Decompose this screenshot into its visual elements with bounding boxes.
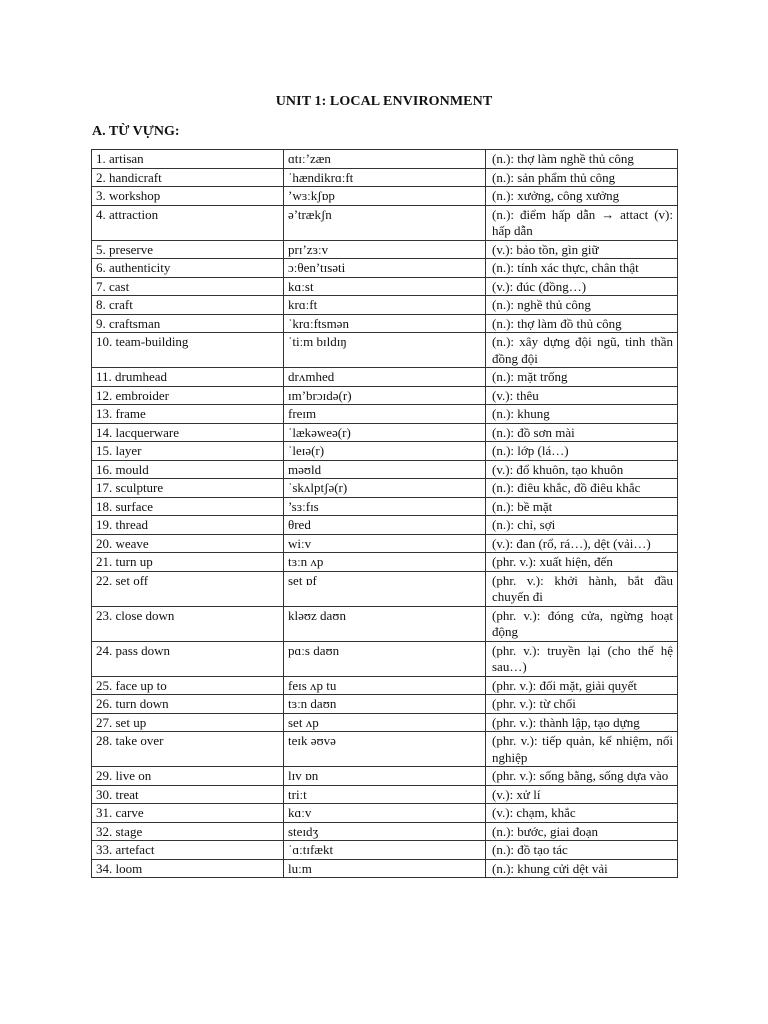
table-row bbox=[92, 205, 678, 240]
meaning-cell: (n.): khung cửi dệt vải bbox=[486, 859, 678, 878]
ipa-cell: ˈskʌlptʃə(r) bbox=[284, 479, 486, 498]
word-cell: 10. team-building bbox=[92, 333, 284, 368]
word-cell: 26. turn down bbox=[92, 695, 284, 714]
meaning-cell: (n.): bề mặt bbox=[486, 497, 678, 516]
ipa-cell: pɑːs daʊn bbox=[284, 641, 486, 676]
word-cell: 4. attraction bbox=[92, 205, 284, 240]
meaning-cell: (v.): thêu bbox=[486, 386, 678, 405]
ipa-cell: freɪm bbox=[284, 405, 486, 424]
ipa-cell: kɑːv bbox=[284, 804, 486, 823]
meaning-cell: (n.): chỉ, sợi bbox=[486, 516, 678, 535]
ipa-cell: luːm bbox=[284, 859, 486, 878]
table-row bbox=[92, 767, 678, 786]
word-cell: 1. artisan bbox=[92, 150, 284, 169]
word-cell: 30. treat bbox=[92, 785, 284, 804]
ipa-cell: məʊld bbox=[284, 460, 486, 479]
ipa-cell: ˈɑːtɪfækt bbox=[284, 841, 486, 860]
word-cell: 12. embroider bbox=[92, 386, 284, 405]
meaning-cell: (phr. v.): truyền lại (cho thế hệ sau…) bbox=[486, 641, 678, 676]
ipa-cell: triːt bbox=[284, 785, 486, 804]
ipa-cell: ˈhændikrɑːft bbox=[284, 168, 486, 187]
ipa-cell: ˈlækəweə(r) bbox=[284, 423, 486, 442]
word-cell: 16. mould bbox=[92, 460, 284, 479]
meaning-cell: (n.): mặt trống bbox=[486, 368, 678, 387]
table-row bbox=[92, 641, 678, 676]
meaning-cell: (v.): xử lí bbox=[486, 785, 678, 804]
ipa-cell: kɑːst bbox=[284, 277, 486, 296]
ipa-cell: ə’trækʃn bbox=[284, 205, 486, 240]
word-cell: 28. take over bbox=[92, 732, 284, 767]
table-row bbox=[92, 386, 678, 405]
word-cell: 24. pass down bbox=[92, 641, 284, 676]
meaning-cell: (n.): xưởng, công xưởng bbox=[486, 187, 678, 206]
table-row bbox=[92, 571, 678, 606]
table-row bbox=[92, 168, 678, 187]
meaning-cell: (n.): tính xác thực, chân thật bbox=[486, 259, 678, 278]
word-cell: 11. drumhead bbox=[92, 368, 284, 387]
table-row bbox=[92, 676, 678, 695]
vocabulary-table bbox=[91, 149, 678, 878]
word-cell: 33. artefact bbox=[92, 841, 284, 860]
ipa-cell: set ʌp bbox=[284, 713, 486, 732]
meaning-cell: (phr. v.): từ chối bbox=[486, 695, 678, 714]
meaning-cell: (phr. v.): tiếp quản, kế nhiệm, nối nghiệp bbox=[486, 732, 678, 767]
table-row bbox=[92, 822, 678, 841]
word-cell: 21. turn up bbox=[92, 553, 284, 572]
word-cell: 31. carve bbox=[92, 804, 284, 823]
table-row bbox=[92, 732, 678, 767]
meaning-cell: (n.): lớp (lá…) bbox=[486, 442, 678, 461]
word-cell: 22. set off bbox=[92, 571, 284, 606]
ipa-cell: ɪm’brɔɪdə(r) bbox=[284, 386, 486, 405]
word-cell: 27. set up bbox=[92, 713, 284, 732]
table-row bbox=[92, 516, 678, 535]
word-cell: 13. frame bbox=[92, 405, 284, 424]
table-row bbox=[92, 259, 678, 278]
table-row bbox=[92, 368, 678, 387]
word-cell: 23. close down bbox=[92, 606, 284, 641]
table-row bbox=[92, 314, 678, 333]
meaning-cell: (phr. v.): đối mặt, giải quyết bbox=[486, 676, 678, 695]
meaning-cell: (n.): khung bbox=[486, 405, 678, 424]
document-title: UNIT 1: LOCAL ENVIRONMENT bbox=[275, 94, 493, 109]
word-cell: 19. thread bbox=[92, 516, 284, 535]
word-cell: 6. authenticity bbox=[92, 259, 284, 278]
meaning-cell: (n.): thợ làm nghề thủ công bbox=[486, 150, 678, 169]
table-row bbox=[92, 187, 678, 206]
table-row bbox=[92, 841, 678, 860]
word-cell: 14. lacquerware bbox=[92, 423, 284, 442]
word-cell: 15. layer bbox=[92, 442, 284, 461]
ipa-cell: θred bbox=[284, 516, 486, 535]
table-row bbox=[92, 423, 678, 442]
table-row bbox=[92, 859, 678, 878]
meaning-cell: (n.): đồ tạo tác bbox=[486, 841, 678, 860]
table-row bbox=[92, 150, 678, 169]
table-row bbox=[92, 785, 678, 804]
table-row bbox=[92, 460, 678, 479]
meaning-cell: (phr. v.): xuất hiện, đến bbox=[486, 553, 678, 572]
ipa-cell: steɪdʒ bbox=[284, 822, 486, 841]
word-cell: 7. cast bbox=[92, 277, 284, 296]
ipa-cell: ɔːθen’tɪsəti bbox=[284, 259, 486, 278]
ipa-cell: ˈtiːm bɪldɪŋ bbox=[284, 333, 486, 368]
ipa-cell: tɜːn ʌp bbox=[284, 553, 486, 572]
ipa-cell: kləʊz daʊn bbox=[284, 606, 486, 641]
ipa-cell: set ɒf bbox=[284, 571, 486, 606]
ipa-cell: ɑtɪː’zæn bbox=[284, 150, 486, 169]
table-row bbox=[92, 804, 678, 823]
table-row bbox=[92, 296, 678, 315]
ipa-cell: ’wɜːkʃɒp bbox=[284, 187, 486, 206]
word-cell: 3. workshop bbox=[92, 187, 284, 206]
meaning-cell: (n.): điêu khắc, đồ điêu khắc bbox=[486, 479, 678, 498]
ipa-cell: lɪv ɒn bbox=[284, 767, 486, 786]
ipa-cell: ˈleɪə(r) bbox=[284, 442, 486, 461]
ipa-cell: wiːv bbox=[284, 534, 486, 553]
section-heading: A. TỪ VỰNG: bbox=[92, 124, 180, 139]
meaning-cell: (phr. v.): khởi hành, bắt đầu chuyến đi bbox=[486, 571, 678, 606]
table-row bbox=[92, 534, 678, 553]
table-row bbox=[92, 240, 678, 259]
meaning-cell: (n.): sản phẩm thủ công bbox=[486, 168, 678, 187]
ipa-cell: ’sɜːfɪs bbox=[284, 497, 486, 516]
meaning-cell: (v.): đan (rổ, rá…), dệt (vải…) bbox=[486, 534, 678, 553]
meaning-cell: (n.): thợ làm đồ thủ công bbox=[486, 314, 678, 333]
table-row bbox=[92, 497, 678, 516]
meaning-cell: (v.): đúc (đồng…) bbox=[486, 277, 678, 296]
table-row bbox=[92, 713, 678, 732]
meaning-cell: (n.): bước, giai đoạn bbox=[486, 822, 678, 841]
word-cell: 9. craftsman bbox=[92, 314, 284, 333]
meaning-cell: (v.): đổ khuôn, tạo khuôn bbox=[486, 460, 678, 479]
meaning-cell: (n.): xây dựng đội ngũ, tinh thần đồng đội bbox=[486, 333, 678, 368]
word-cell: 20. weave bbox=[92, 534, 284, 553]
word-cell: 32. stage bbox=[92, 822, 284, 841]
meaning-cell: (phr. v.): đóng cửa, ngừng hoạt động bbox=[486, 606, 678, 641]
table-row bbox=[92, 405, 678, 424]
ipa-cell: tɜːn daʊn bbox=[284, 695, 486, 714]
word-cell: 25. face up to bbox=[92, 676, 284, 695]
word-cell: 18. surface bbox=[92, 497, 284, 516]
table-row bbox=[92, 479, 678, 498]
ipa-cell: prɪ’zɜːv bbox=[284, 240, 486, 259]
meaning-cell: (v.): bảo tồn, gìn giữ bbox=[486, 240, 678, 259]
ipa-cell: krɑːft bbox=[284, 296, 486, 315]
table-row bbox=[92, 277, 678, 296]
vocabulary-table-body bbox=[92, 150, 678, 878]
ipa-cell: ˈkrɑːftsmən bbox=[284, 314, 486, 333]
table-row bbox=[92, 442, 678, 461]
word-cell: 17. sculpture bbox=[92, 479, 284, 498]
table-row bbox=[92, 333, 678, 368]
word-cell: 34. loom bbox=[92, 859, 284, 878]
meaning-cell: (n.): nghề thủ công bbox=[486, 296, 678, 315]
meaning-cell: (v.): chạm, khắc bbox=[486, 804, 678, 823]
table-row bbox=[92, 695, 678, 714]
ipa-cell: teɪk əʊvə bbox=[284, 732, 486, 767]
ipa-cell: feɪs ʌp tu bbox=[284, 676, 486, 695]
word-cell: 29. live on bbox=[92, 767, 284, 786]
meaning-cell: (phr. v.): thành lập, tạo dựng bbox=[486, 713, 678, 732]
table-row bbox=[92, 553, 678, 572]
word-cell: 2. handicraft bbox=[92, 168, 284, 187]
table-row bbox=[92, 606, 678, 641]
word-cell: 5. preserve bbox=[92, 240, 284, 259]
meaning-cell: (n.): điểm hấp dẫn → attact (v): hấp dẫn bbox=[486, 205, 678, 240]
meaning-cell: (n.): đồ sơn mài bbox=[486, 423, 678, 442]
word-cell: 8. craft bbox=[92, 296, 284, 315]
ipa-cell: drʌmhed bbox=[284, 368, 486, 387]
meaning-cell: (phr. v.): sống bằng, sống dựa vào bbox=[486, 767, 678, 786]
